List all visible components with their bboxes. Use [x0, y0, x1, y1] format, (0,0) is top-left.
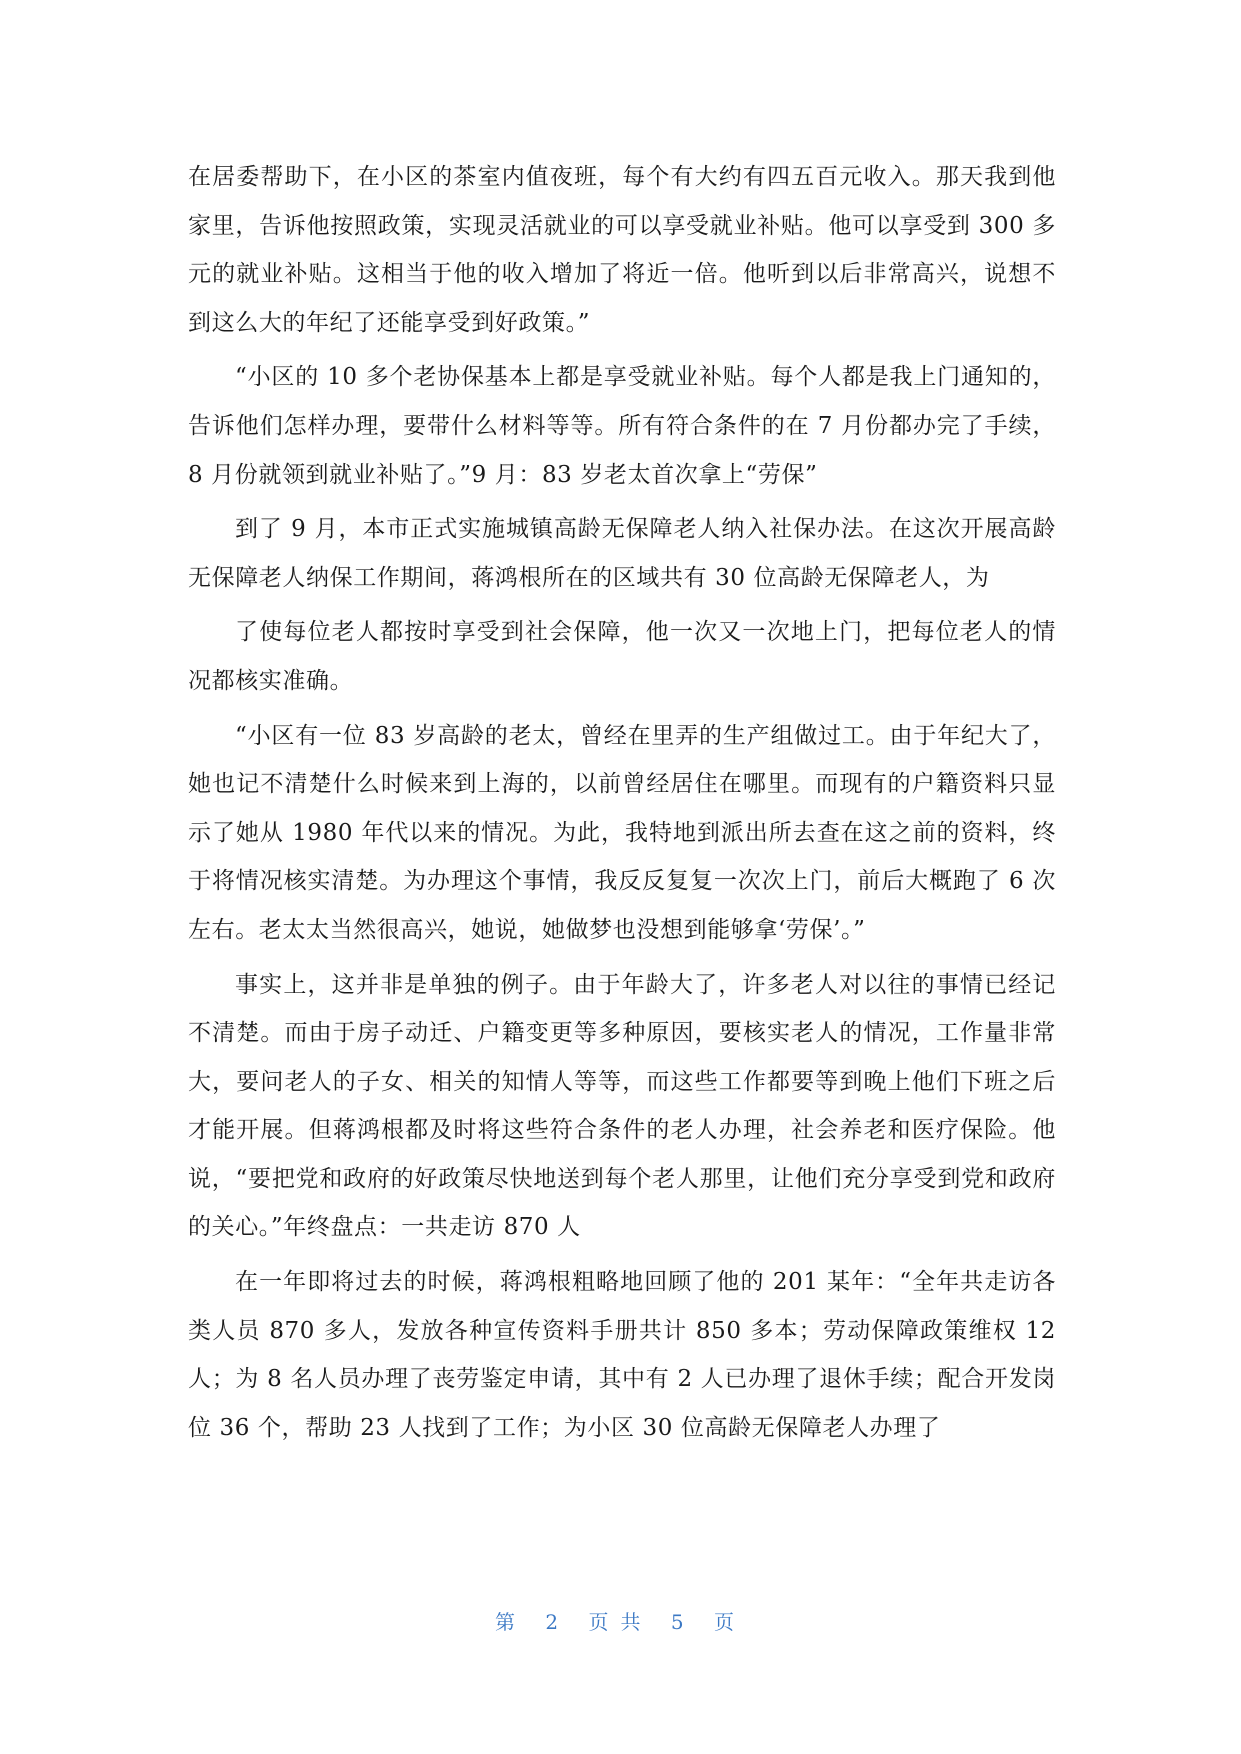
page-label-suffix: 页 [713, 1610, 746, 1634]
page-label-prefix: 第 [495, 1610, 528, 1634]
paragraph-1: 在居委帮助下，在小区的茶室内值夜班，每个有大约有四五百元收入。那天我到他家里，告诉他按照政策，实现灵活就业的可以享受就业补贴。他可以享受到 300 多元的就业补贴。这相当于他的收入增加了将近一倍。他听到以后非常高兴，说想不到这么大的年纪了还能享受到好政策。” [188, 164, 1056, 336]
paragraph-7: 在一年即将过去的时候，蒋鸿根粗略地回顾了他的 201 某年：“全年共走访各类人员 870 多人，发放各种宣传资料手册共计 850 多本；劳动保障政策维权 12 人；为 8 名人员办理了丧劳鉴定申请，其中有 2 人已办理了退休手续；配合开发岗位 36 个，帮助 23 人找到了工作；为小区 30 位高龄无保障老人办理了 [188, 1269, 1056, 1441]
paragraph-6: 事实上，这并非是单独的例子。由于年龄大了，许多老人对以往的事情已经记不清楚。而由于房子动迁、户籍变更等多种原因，要核实老人的情况，工作量非常大，要问老人的子女、相关的知情人等等，而这些工作都要等到晚上他们下班之后才能开展。但蒋鸿根都及时将这些符合条件的老人办理，社会养老和医疗保险。他说，“要把党和政府的好政策尽快地送到每个老人那里，让他们充分享受到党和政府的关心。”年终盘点：一共走访 870 人 [188, 971, 1056, 1241]
total-pages-number: 5 [670, 1610, 696, 1634]
paragraph-2: “小区的 10 多个老协保基本上都是享受就业补贴。每个人都是我上门通知的，告诉他们怎样办理，要带什么材料等等。所有符合条件的在 7 月份都办完了手续，8 月份就领到就业补贴了。”9 月：83 岁老太首次拿上“劳保” [188, 364, 1056, 488]
current-page-number: 2 [545, 1610, 571, 1634]
paragraph-3: 到了 9 月，本市正式实施城镇高龄无保障老人纳入社保办法。在这次开展高龄无保障老人纳保工作期间，蒋鸿根所在的区域共有 30 位高龄无保障老人，为 [188, 516, 1056, 591]
document-body [188, 153, 1056, 1458]
paragraph-4: 了使每位老人都按时享受到社会保障，他一次又一次地上门，把每位老人的情况都核实准确。 [188, 619, 1056, 694]
page-label-mid: 页共 [588, 1610, 653, 1634]
paragraph-5: “小区有一位 83 岁高龄的老太，曾经在里弄的生产组做过工。由于年纪大了，她也记不清楚什么时候来到上海的，以前曾经居住在哪里。而现有的户籍资料只显示了她从 1980 年代以来的情况。为此，我特地到派出所去查在这之前的资料，终于将情况核实清楚。为办理这个事情，我反反复复一次次上门，前后大概跑了 6 次左右。老太太当然很高兴，她说，她做梦也没想到能够拿‘劳保’。” [188, 722, 1056, 943]
page-footer [0, 1606, 1241, 1635]
